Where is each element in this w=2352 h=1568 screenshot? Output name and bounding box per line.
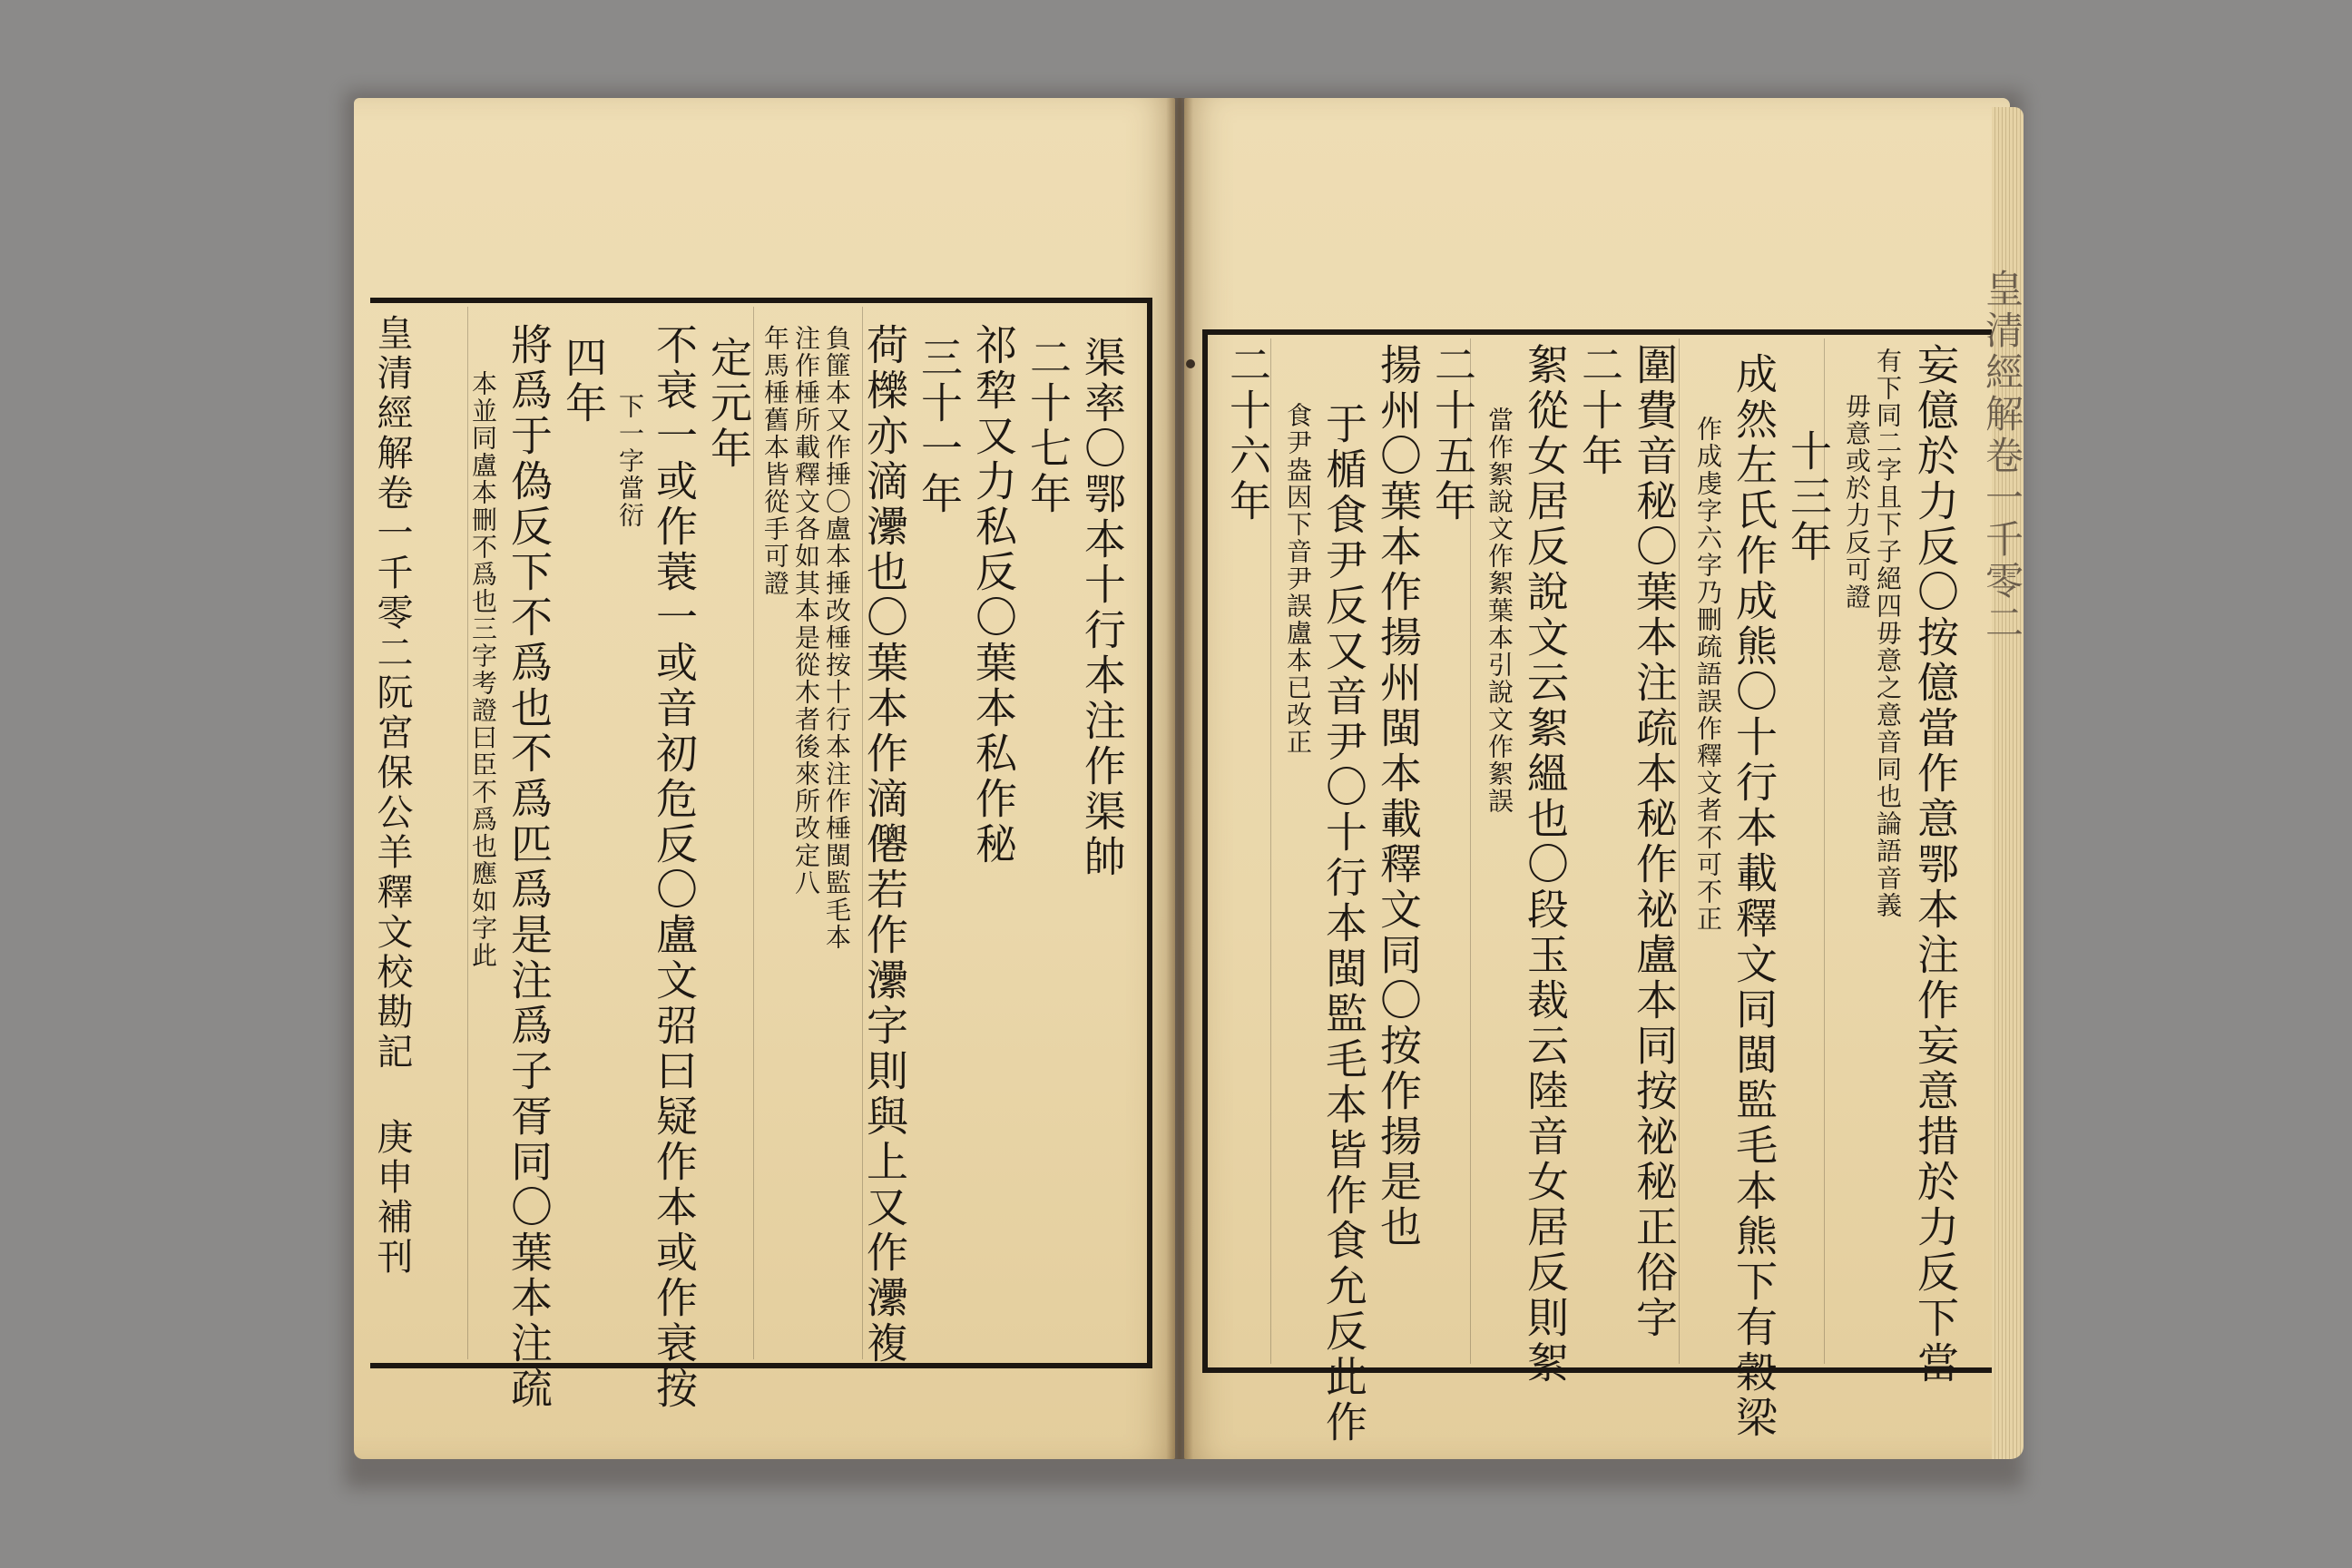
right-col-divider — [1824, 338, 1825, 1364]
right-col-9: 絮從女居反說文云絮縕也〇段玉裁云陸音女居反則絮 — [1521, 343, 1570, 1387]
left-col-13: 將爲于偽反下不爲也不爲匹爲是注爲子胥同〇葉本注疏 — [505, 323, 554, 1412]
open-book — [354, 98, 2024, 1468]
right-col-10: 當作絮說文作絮葉本引說文作絮誤 — [1485, 407, 1514, 815]
left-col-14: 本並同盧本刪不爲也三字考證曰臣不爲也應如字此 — [468, 370, 498, 969]
left-col-8: 年馬棰舊本皆從手可證 — [760, 325, 790, 597]
right-margin-title: 皇清經解卷一千零二 — [1980, 269, 2024, 644]
right-col-5: 成然左氏作成熊〇十行本載釋文同閩監毛本熊下有穀梁 — [1730, 352, 1779, 1441]
right-col-13: 于楯食尹反又音尹〇十行本閩監毛本皆作食允反此作 — [1319, 402, 1368, 1446]
right-col-6: 作成虔字六字乃刪疏語誤作釋文者不可不正 — [1693, 416, 1723, 933]
right-col-divider — [1470, 338, 1471, 1364]
left-col-1: 渠率〇鄂本十行本注作渠帥 — [1078, 336, 1127, 880]
right-col-1: 妄億於力反〇按億當作意鄂本注作妄意措於力反下當 — [1911, 343, 1960, 1387]
right-col-11: 二十五年 — [1428, 343, 1477, 524]
binding-hole — [1186, 359, 1195, 368]
right-col-7: 圍費音秘〇葉本注疏本秘作祕盧本同按祕秘正俗字 — [1630, 343, 1679, 1341]
left-col-11: 下一字當衍 — [615, 393, 645, 529]
right-col-12: 揚州〇葉本作揚州閩本載釋文同〇按作揚是也 — [1374, 343, 1423, 1250]
left-margin-title: 皇清經解卷一千零二阮宮保公羊釋文校勘記 庚申補刊 — [371, 314, 413, 1278]
right-col-divider — [1270, 338, 1271, 1364]
left-col-12: 四年 — [559, 336, 608, 426]
left-col-6: 負篚本又作捶〇盧本捶改棰按十行本注作棰閩監毛本 — [822, 325, 852, 951]
book-gutter — [1166, 98, 1193, 1459]
left-col-7: 注作棰所載釋文各如其本是從木者後來所改定八 — [791, 325, 821, 897]
right-col-divider — [1679, 338, 1680, 1364]
left-col-3: 祁犂又力私反〇葉本私作秘 — [969, 323, 1018, 867]
right-col-15: 二十六年 — [1223, 343, 1272, 524]
left-col-divider — [753, 307, 754, 1359]
left-col-5: 荷櫟亦滴㶟也〇葉本作滴㒨若作㶟字則與上又作㶟複 — [860, 323, 909, 1367]
left-col-divider — [862, 307, 863, 1359]
right-col-14: 食尹盎因下音尹誤盧本已改正 — [1283, 402, 1313, 756]
right-col-2: 有下同二字且下子絕四毋意之意音同也論語音義 — [1873, 348, 1903, 919]
left-col-10: 不衰一或作蓑一或音初危反〇盧文弨曰疑作本或作衰按 — [650, 323, 699, 1412]
right-col-3: 毋意或於力反可證 — [1842, 393, 1872, 611]
right-col-4: 十三年 — [1784, 429, 1833, 565]
left-col-2: 二十七年 — [1024, 336, 1073, 517]
left-col-4: 三十一年 — [915, 336, 964, 517]
right-col-8: 二十年 — [1575, 343, 1624, 479]
left-col-divider — [467, 307, 468, 1359]
left-col-9: 定元年 — [704, 336, 753, 472]
